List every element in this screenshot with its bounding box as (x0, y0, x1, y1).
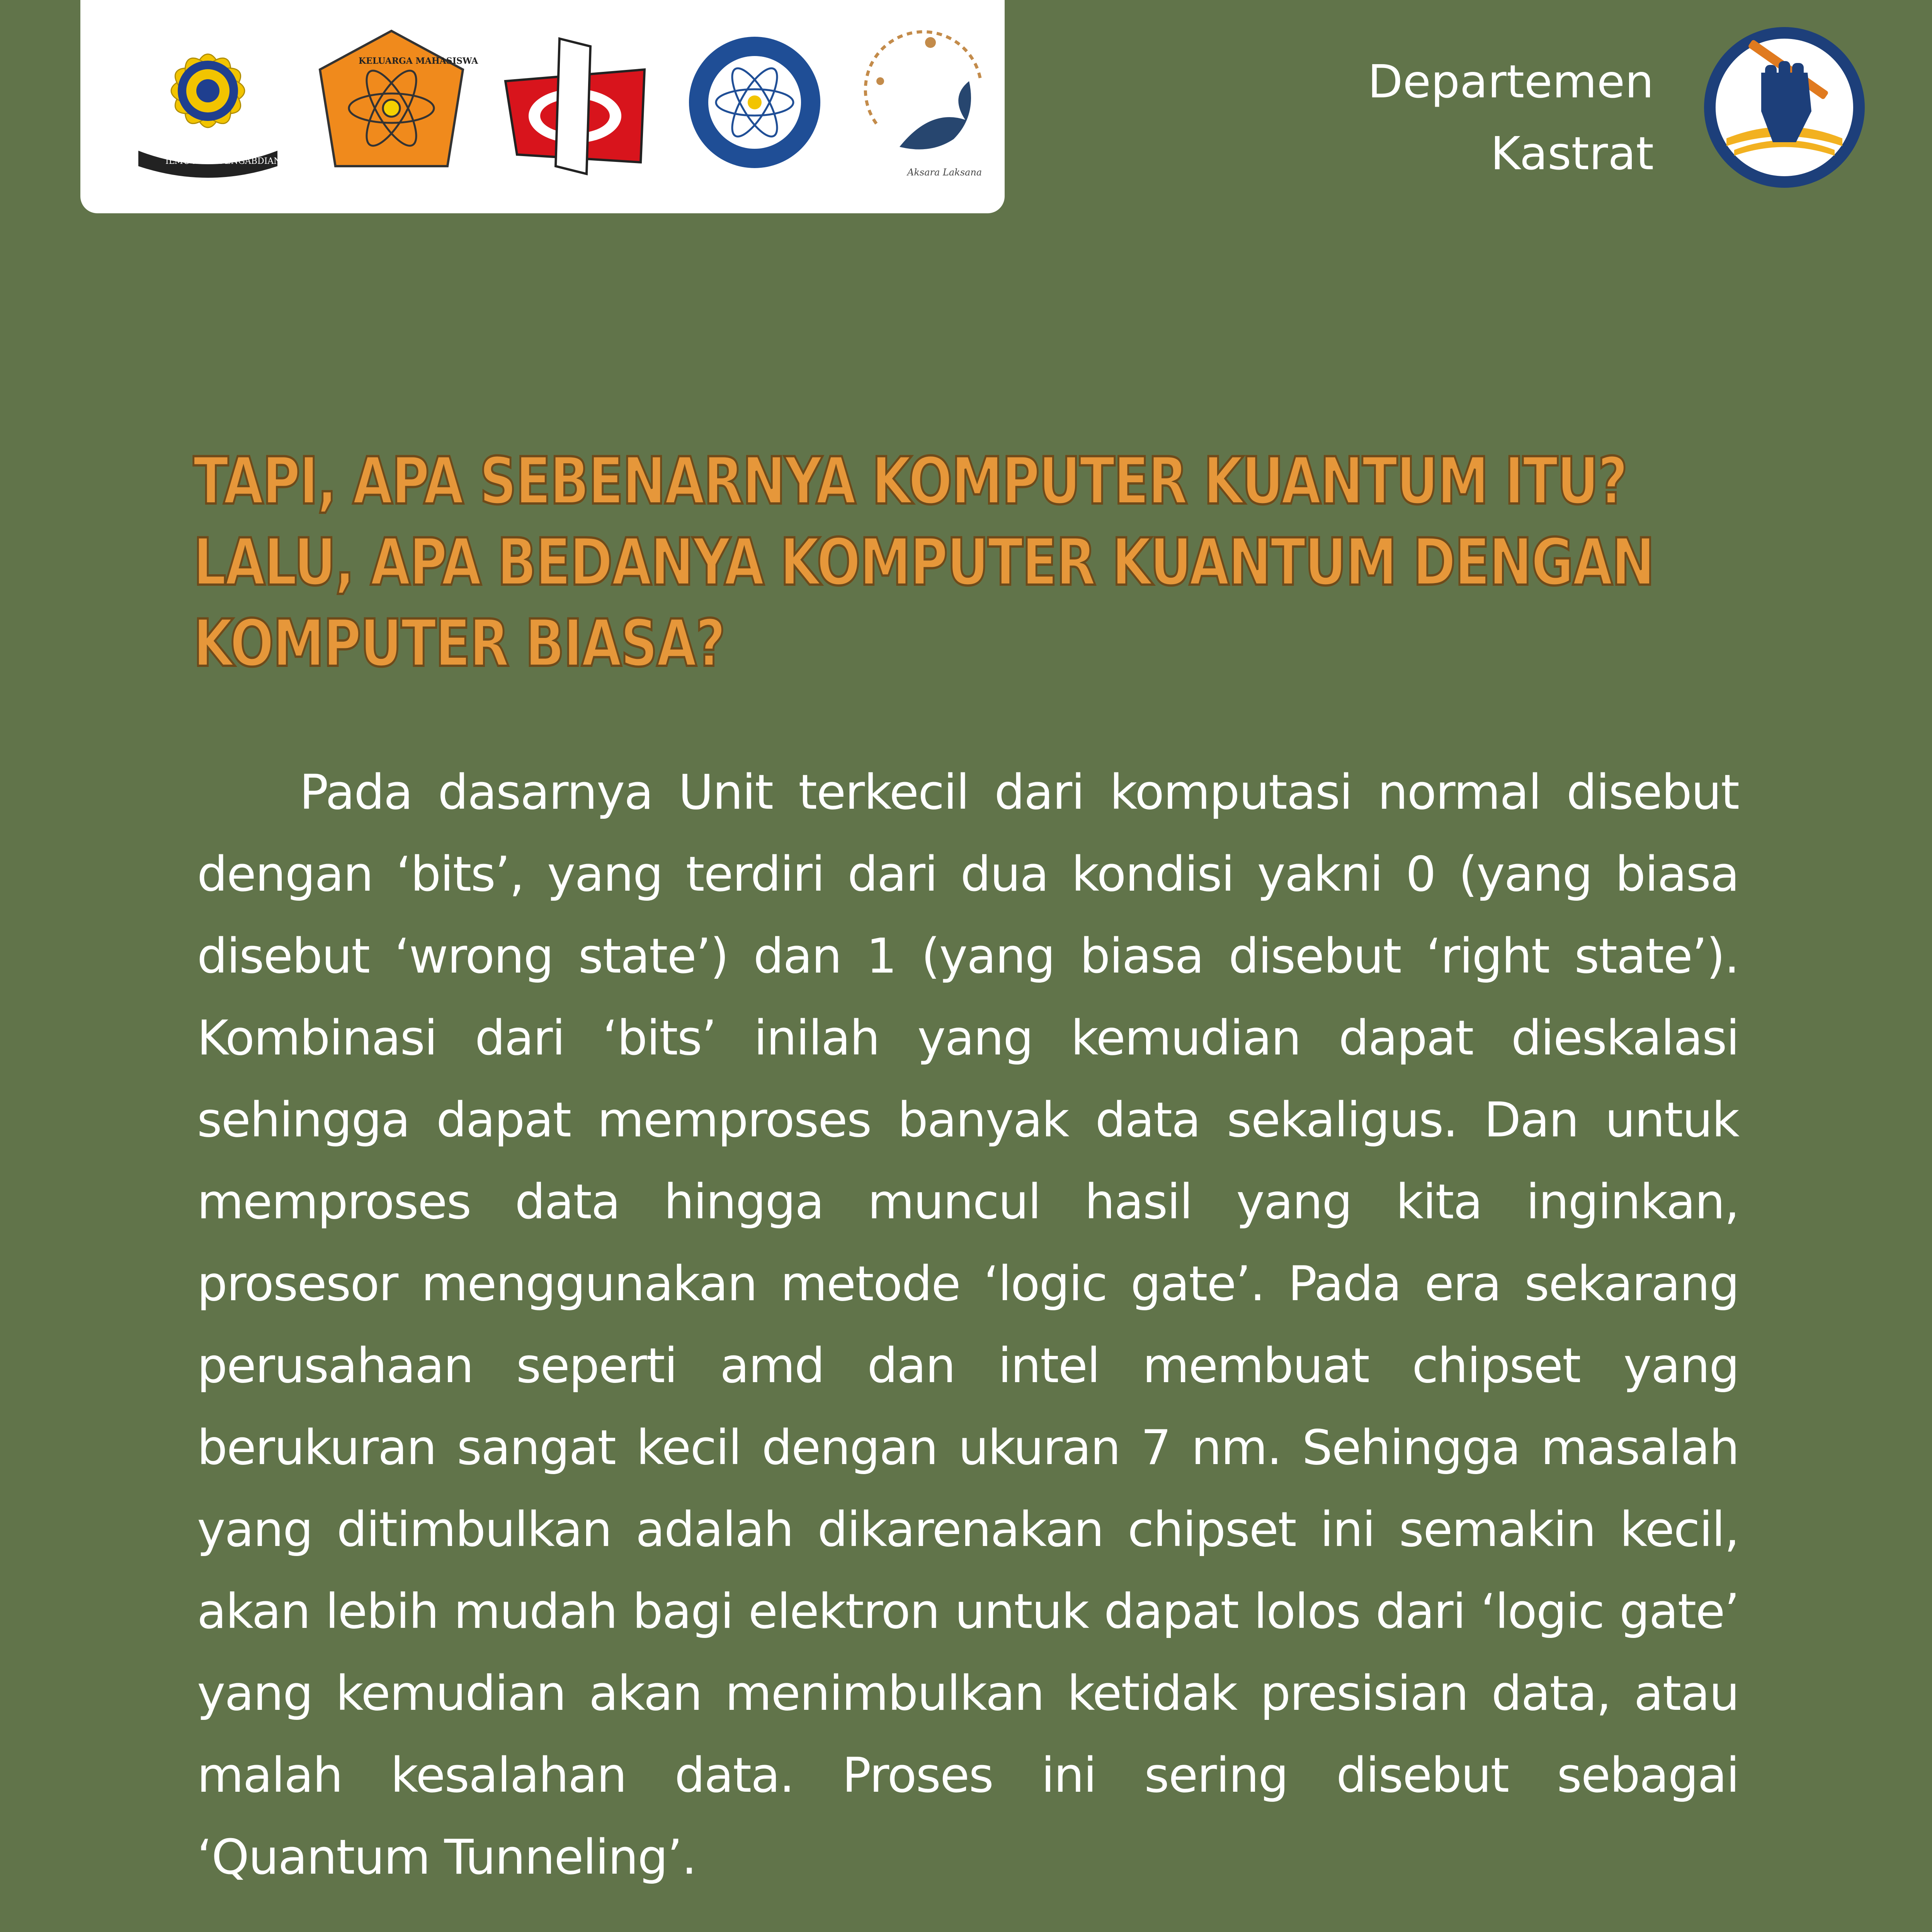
partner-logos-card (80, 0, 1005, 213)
department-line-2: Kastrat (1490, 127, 1654, 180)
universitas-sriwijaya-logo (123, 23, 293, 182)
himafia-logo (675, 23, 834, 182)
logo-caption: Aksara Laksana (907, 167, 982, 178)
aksara-laksana-logo (853, 23, 1008, 182)
fist-pen-icon (1699, 22, 1869, 192)
logo-caption: KELUARGA MAHASISWA (359, 56, 478, 66)
logo-caption: ILMU ALAT PENGABDIAN (165, 156, 281, 166)
article-body: Pada dasarnya Unit terkecil dari komputasi normal disebut dengan ‘bits’, yang terdiri dari dua kondisi yakni 0 (yang biasa disebut ‘wrong state’) dan 1 (yang biasa disebut ‘right state’). Kombinasi dari ‘bits’ inilah yang kemudian dapat dieskalasi sehingga dapat memproses banyak data sekaligus. Dan untuk memproses data hingga muncul hasil yang kita inginkan, prosesor menggunakan metode ‘logic gate’. Pada era sekarang perusahaan seperti amd dan intel membuat chipset yang berukuran sangat kecil dengan ukuran 7 nm. Sehingga masalah yang ditimbulkan adalah dikarenakan chipset ini semakin kecil, akan lebih mudah bagi elektron untuk dapat lolos dari ‘logic gate’ yang kemudian akan menimbulkan ketidak presisian data, atau malah kesalahan data. Proses ini sering disebut sebagai ‘Quantum Tunneling’. (197, 765, 1739, 1885)
department-label (1368, 46, 1654, 189)
article-title: TAPI, APA SEBENARNYA KOMPUTER KUANTUM ITU? LALU, APA BEDANYA KOMPUTER KUANTUM DENGAN KOMPUTER BIASA? (193, 443, 1654, 681)
department-line-1: Departemen (1367, 55, 1654, 108)
keluarga-mahasiswa-logo (312, 23, 478, 182)
red-emblem-logo (494, 23, 656, 182)
